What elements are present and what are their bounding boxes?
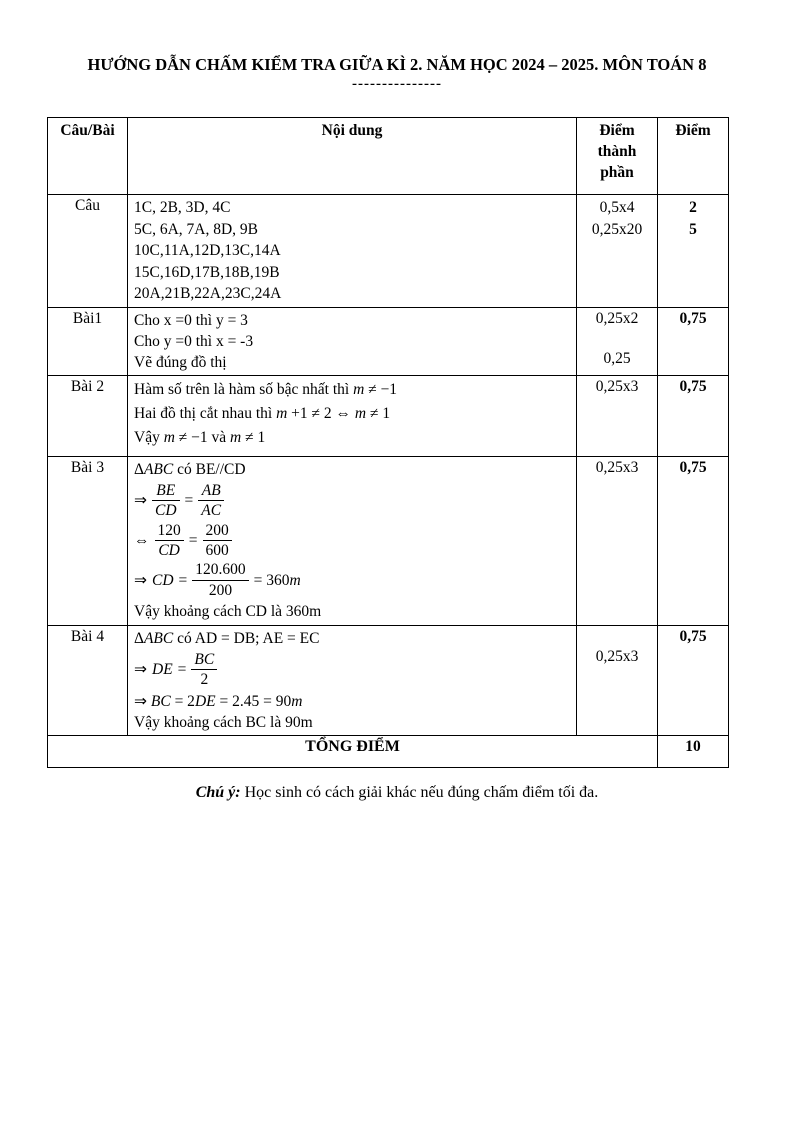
solution-line: Vẽ đúng đồ thị bbox=[134, 354, 227, 371]
fraction-denominator: 200 bbox=[208, 581, 233, 599]
fraction bbox=[191, 651, 217, 689]
partial-score-stack bbox=[583, 310, 651, 368]
solution-line: Cho y =0 thì x = -3 bbox=[134, 333, 254, 350]
answer-line: 15C,16D,17B,18B,19B bbox=[134, 263, 280, 281]
row-label-bai3: Bài 3 bbox=[48, 457, 128, 626]
total-score: 10 bbox=[658, 735, 729, 767]
solution-line bbox=[134, 482, 570, 520]
math-segment: ABC bbox=[143, 461, 174, 478]
cau-scores bbox=[658, 195, 729, 308]
cau-partial-scores bbox=[577, 195, 658, 308]
score-value: 5 bbox=[689, 220, 697, 238]
row-label-bai4: Bài 4 bbox=[48, 626, 128, 736]
bai3-score: 0,75 bbox=[658, 457, 729, 626]
row-label-bai2: Bài 2 bbox=[48, 376, 128, 457]
fraction bbox=[155, 522, 184, 560]
answer-line: 1C, 2B, 3D, 4C bbox=[134, 199, 231, 216]
row-bai4 bbox=[48, 626, 729, 736]
fraction-numerator: 120.600 bbox=[192, 561, 248, 580]
fraction-numerator: BE bbox=[152, 482, 180, 501]
solution-line bbox=[134, 522, 570, 560]
partial-score: 0,25x2 bbox=[595, 310, 639, 327]
math-segment: m bbox=[353, 381, 365, 398]
partial-score: 0,5x4 bbox=[599, 199, 635, 216]
fraction-denominator: CD bbox=[158, 542, 180, 560]
math-segment: m bbox=[276, 405, 288, 422]
math-segment: ≠ −1 bbox=[368, 381, 398, 398]
solution-line bbox=[134, 402, 570, 426]
row-cau bbox=[48, 195, 729, 308]
solution-line: Vậy khoảng cách CD là 360m bbox=[134, 603, 322, 621]
partial-score: 0,25x3 bbox=[595, 648, 639, 665]
note-text: Học sinh có cách giải khác nếu đúng chấm điểm tối đa. bbox=[244, 783, 599, 801]
solution-line bbox=[134, 561, 570, 599]
implication-arrow: ⇒ bbox=[134, 571, 147, 589]
note-label: Chú ý: bbox=[195, 783, 241, 801]
bai3-partial-score bbox=[577, 457, 658, 626]
math-segment: BC bbox=[150, 692, 171, 710]
fraction-denominator: 2 bbox=[200, 671, 209, 689]
row-label-cau: Câu bbox=[48, 195, 128, 308]
solution-line bbox=[134, 426, 570, 450]
fraction bbox=[203, 522, 232, 560]
text-segment: có AD = DB; AE = EC bbox=[177, 630, 320, 647]
bai2-partial-score bbox=[577, 376, 658, 457]
math-segment: ABC bbox=[143, 630, 174, 647]
bai2-content bbox=[128, 376, 577, 457]
solution-line bbox=[134, 651, 570, 689]
footer-note bbox=[0, 784, 794, 802]
grading-table bbox=[47, 117, 729, 768]
math-segment: DE bbox=[194, 692, 216, 710]
fraction-numerator: BC bbox=[191, 651, 217, 670]
partial-score: 0,25x3 bbox=[595, 378, 639, 395]
implication-arrow: ⇒ bbox=[134, 492, 147, 510]
divider-dashes: --------------- bbox=[352, 76, 442, 92]
unit-segment: m bbox=[289, 571, 301, 589]
fraction bbox=[192, 561, 248, 599]
equals-sign: = bbox=[177, 661, 187, 679]
math-segment: m bbox=[163, 429, 175, 446]
bai2-score: 0,75 bbox=[658, 376, 729, 457]
math-segment: ≠ −1 bbox=[178, 429, 208, 446]
partial-score: 0,25 bbox=[603, 350, 631, 367]
row-bai1 bbox=[48, 308, 729, 376]
page-title: HƯỚNG DẪN CHẤM KIỂM TRA GIỮA KÌ 2. NĂM HỌC 2024 – 2025. MÔN TOÁN 8 bbox=[87, 55, 707, 74]
math-segment: m bbox=[230, 429, 242, 446]
equals-sign: = bbox=[184, 492, 194, 510]
answer-line: 5C, 6A, 7A, 8D, 9B bbox=[134, 220, 259, 238]
row-bai2 bbox=[48, 376, 729, 457]
text-segment: = 360 bbox=[253, 571, 290, 589]
row-bai3 bbox=[48, 457, 729, 626]
implication-arrow: ⇒ bbox=[134, 661, 147, 679]
row-label-bai1: Bài1 bbox=[48, 308, 128, 376]
solution-line bbox=[134, 628, 570, 649]
text-segment: và bbox=[211, 429, 227, 446]
equals-sign: = bbox=[178, 571, 188, 589]
header-cell-noi-dung: Nội dung bbox=[128, 118, 577, 195]
header-cell-cau-bai: Câu/Bài bbox=[48, 118, 128, 195]
bai4-content bbox=[128, 626, 577, 736]
math-segment: m bbox=[354, 405, 367, 422]
bai4-partial-score bbox=[577, 626, 658, 736]
fraction bbox=[152, 482, 180, 520]
solution-line bbox=[134, 691, 570, 712]
text-segment: Hai đồ thị cắt nhau thì bbox=[134, 405, 273, 422]
bai1-partial-scores bbox=[577, 308, 658, 376]
fraction-denominator: 600 bbox=[205, 542, 229, 560]
math-segment: +1 ≠ 2 ⇔ bbox=[291, 405, 352, 422]
math-segment: = 2.45 = 90 bbox=[219, 692, 292, 710]
triangle-symbol: Δ bbox=[134, 630, 144, 647]
math-segment: ≠ 1 bbox=[369, 405, 391, 422]
text-segment: Hàm số trên là hàm số bậc nhất thì bbox=[134, 381, 350, 398]
partial-score: 0,25x20 bbox=[591, 220, 643, 238]
math-segment: DE bbox=[152, 661, 173, 679]
text-segment: Vậy bbox=[134, 429, 160, 446]
math-segment bbox=[254, 572, 301, 589]
solution-line: Vậy khoảng cách BC là 90m bbox=[134, 713, 313, 731]
fraction-numerator: 200 bbox=[203, 522, 232, 541]
fraction bbox=[198, 482, 224, 520]
unit-segment: m bbox=[291, 692, 303, 710]
partial-score: 0,25x3 bbox=[595, 459, 639, 476]
math-segment: CD bbox=[152, 571, 174, 589]
bai4-score: 0,75 bbox=[658, 626, 729, 736]
fraction-denominator: AC bbox=[201, 502, 222, 520]
implication-arrow: ⇒ bbox=[134, 692, 147, 710]
header-cell-diem: Điểm bbox=[658, 118, 729, 195]
solution-line bbox=[134, 459, 570, 480]
fraction-numerator: AB bbox=[198, 482, 224, 501]
bai1-content bbox=[128, 308, 577, 376]
fraction-numerator: 120 bbox=[155, 522, 184, 541]
header-row bbox=[48, 118, 729, 195]
cau-content bbox=[128, 195, 577, 308]
score-value: 2 bbox=[689, 199, 697, 216]
solution-line: Cho x =0 thì y = 3 bbox=[134, 312, 248, 329]
answer-line: 20A,21B,22A,23C,24A bbox=[134, 285, 282, 302]
math-segment: ≠ 1 bbox=[245, 429, 266, 446]
equals-sign: = bbox=[188, 531, 198, 549]
header-cell-diem-thanh-phan: Điểm thành phần bbox=[577, 118, 658, 195]
total-label: TỔNG ĐIỂM bbox=[48, 735, 658, 767]
text-segment: có BE//CD bbox=[177, 461, 246, 478]
row-total bbox=[48, 735, 729, 767]
solution-line bbox=[134, 378, 570, 402]
math-segment: = 2 bbox=[174, 692, 195, 710]
fraction-denominator: CD bbox=[155, 502, 177, 520]
answer-line: 10C,11A,12D,13C,14A bbox=[134, 242, 281, 259]
bai1-score: 0,75 bbox=[658, 308, 729, 376]
triangle-symbol: Δ bbox=[134, 461, 144, 478]
equivalence-arrow: ⇔ bbox=[134, 531, 150, 549]
bai3-content bbox=[128, 457, 577, 626]
